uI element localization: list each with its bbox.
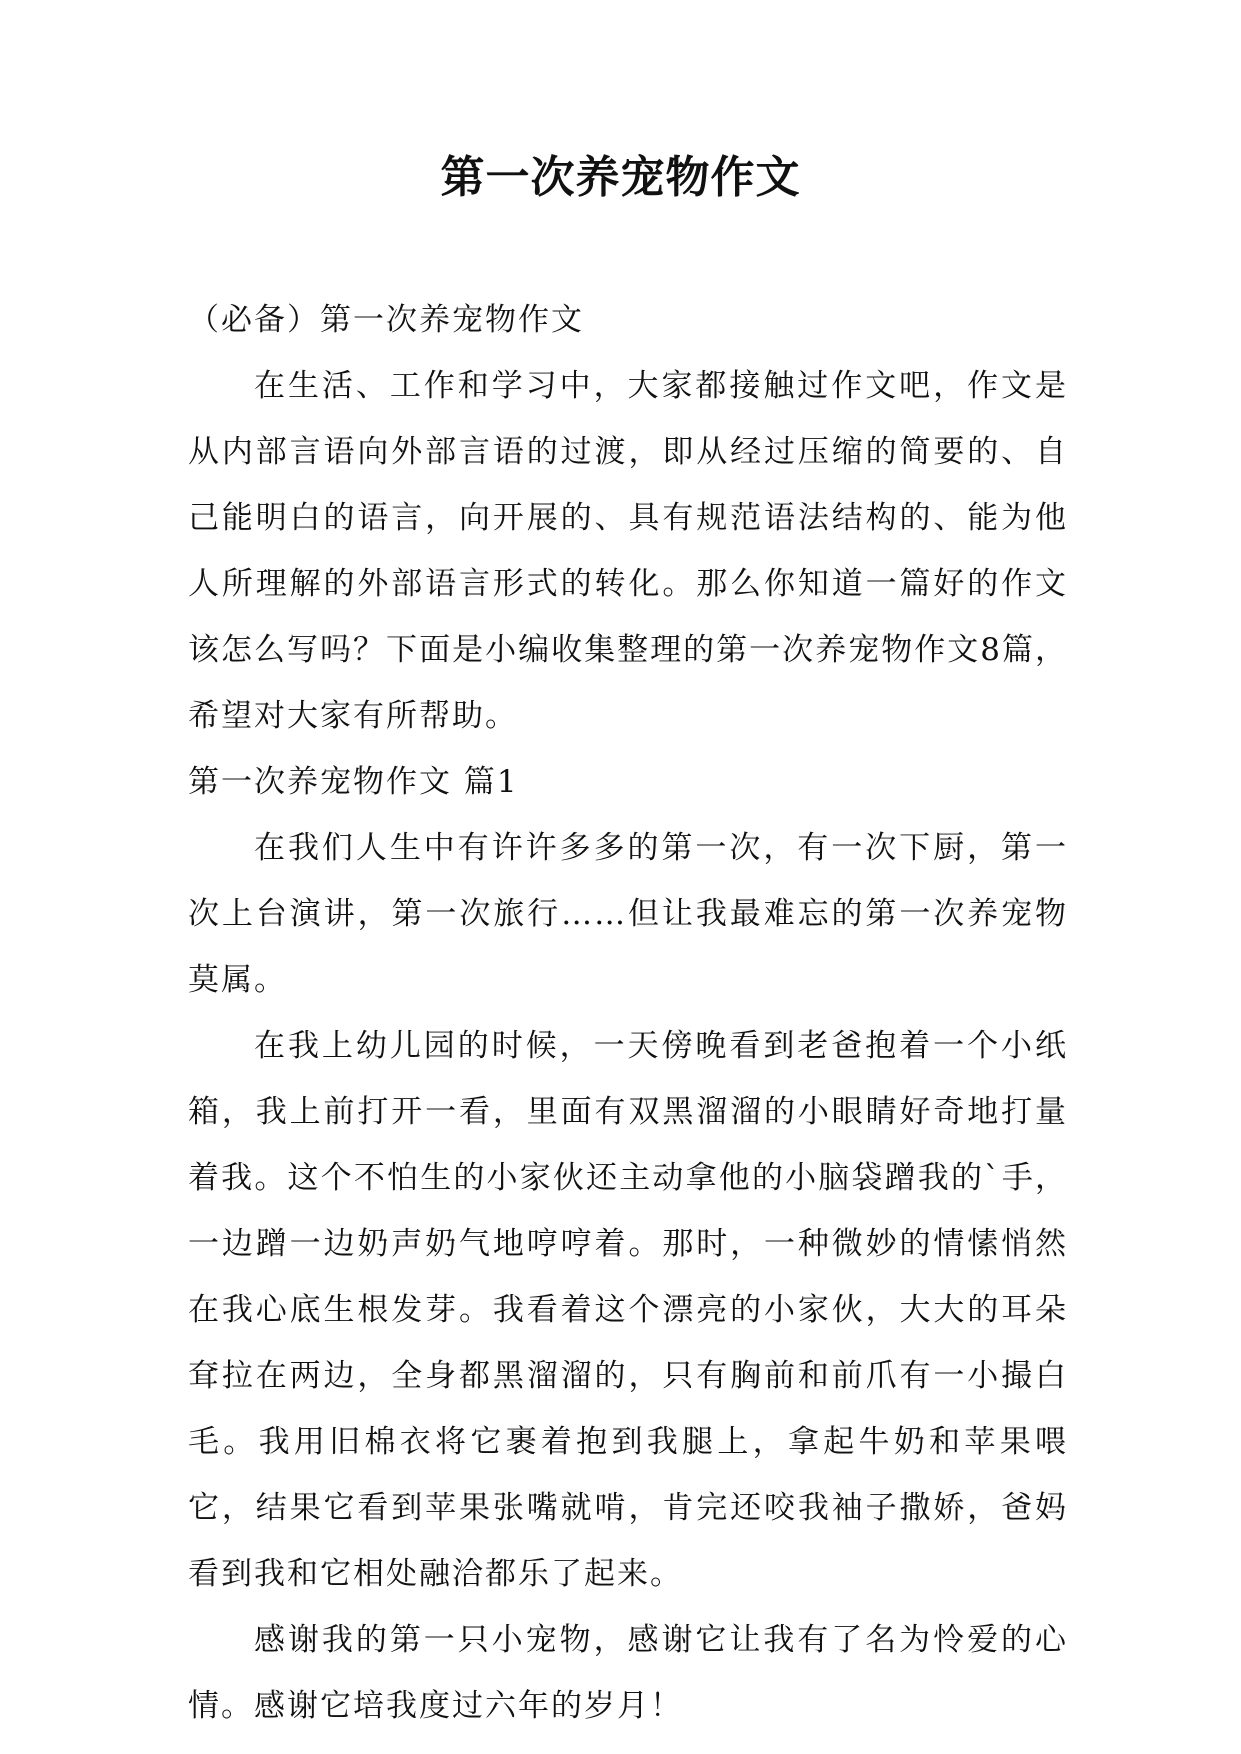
- body-paragraph-3: 感谢我的第一只小宠物，感谢它让我有了名为怜爱的心情。感谢它培我度过六年的岁月！: [188, 1622, 1068, 1724]
- body-paragraph-2: 在我上幼儿园的时候，一天傍晚看到老爸抱着一个小纸箱，我上前打开一看，里面有双黑溜溜的小眼睛好奇地打量着我。这个不怕生的小家伙还主动拿他的小脑袋蹭我的`手，一边蹭一边奶声奶气地哼哼着。那时，一种微妙的情愫悄然在我心底生根发芽。我看着这个漂亮的小家伙，大大的耳朵耷拉在两边，全身都黑溜溜的，只有胸前和前爪有一小撮白毛。我用旧棉衣将它裹着抱到我腿上，拿起牛奶和苹果喂它，结果它看到苹果张嘴就啃，肯完还咬我袖子撒娇，爸妈看到我和它相处融洽都乐了起来。: [188, 1028, 1068, 1592]
- body-paragraph-1: 在我们人生中有许许多多的第一次，有一次下厨，第一次上台演讲，第一次旅行……但让我最难忘的第一次养宠物莫属。: [188, 830, 1068, 998]
- document-body: [188, 287, 1068, 1739]
- document-title: 第一次养宠物作文: [440, 152, 801, 203]
- intro-heading: （必备）第一次养宠物作文: [188, 302, 584, 338]
- intro-paragraph: 在生活、工作和学习中，大家都接触过作文吧，作文是从内部言语向外部言语的过渡，即从经过压缩的简要的、自己能明白的语言，向开展的、具有规范语法结构的、能为他人所理解的外部语言形式的转化。那么你知道一篇好的作文该怎么写吗？下面是小编收集整理的第一次养宠物作文8篇，希望对大家有所帮助。: [188, 368, 1068, 734]
- section-heading-1: 第一次养宠物作文 篇1: [188, 764, 519, 800]
